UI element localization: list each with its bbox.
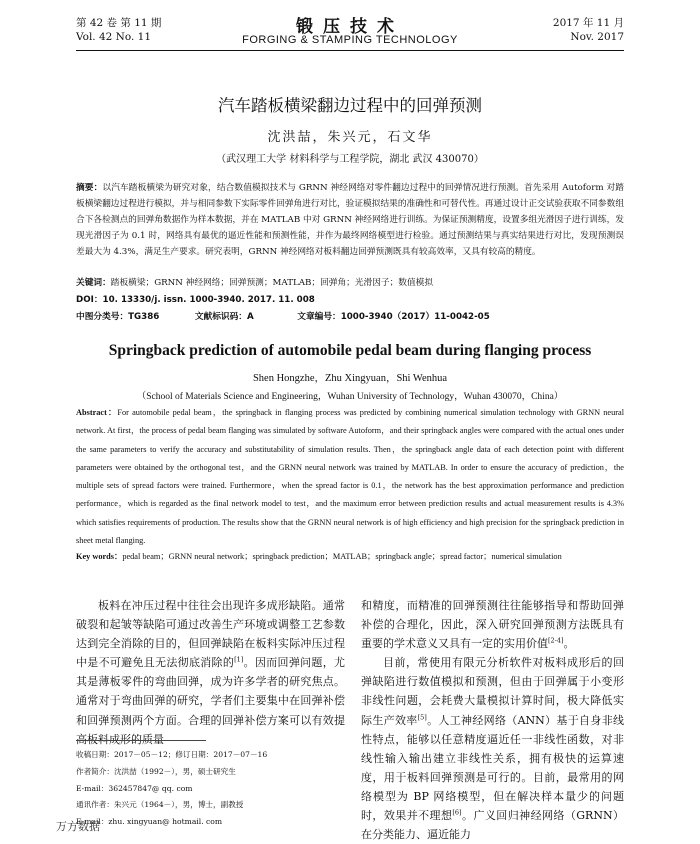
volume-en: Vol. 42 No. 11 <box>76 31 152 43</box>
article-no-label: 文章编号： <box>297 312 341 322</box>
corresponding-author: 通讯作者：朱兴元（1964－），男，博士，副教授 <box>76 800 244 810</box>
article-no-value: 1000-3940（2017）11-0042-05 <box>340 312 490 322</box>
issue-date <box>553 16 624 44</box>
classification-line <box>76 310 624 324</box>
authors-cn: 沈洪喆，朱兴元，石文华 <box>267 130 433 145</box>
doc-code-label: 文献标识码： <box>194 312 247 322</box>
header-divider <box>76 50 624 51</box>
body-column-right <box>361 596 624 844</box>
received-date: 收稿日期：2017－05－12；修订日期：2017－07－16 <box>76 750 268 759</box>
journal-title-cn: 锻压技术 <box>296 17 404 37</box>
author-bio: 作者简介：沈洪喆（1992－），男，硕士研究生 <box>76 766 236 776</box>
keywords-en-text: pedal beam；GRNN neural network；springback prediction；MATLAB；springback angle；spread factor；numerical simulation <box>122 552 562 561</box>
doc-code-value: A <box>246 312 254 322</box>
affiliation-en: （School of Materials Science and Engineering，Wuhan University of Technology，Wuhan 430070，China） <box>136 392 564 402</box>
authors-en: Shen Hongzhe，Zhu Xingyuan，Shi Wenhua <box>252 373 448 384</box>
keywords-cn-text: 踏板横梁；GRNN 神经网络；回弹预测；MATLAB；回弹角；光滑因子；数值模拟 <box>110 278 434 288</box>
affiliation-cn: （武汉理工大学 材料科学与工程学院，湖北 武汉 430070） <box>216 154 484 165</box>
body-paragraph: 目前，常使用有限元分析软件对板料成形后的回弹缺陷进行数值模拟和预测，但由于回弹属于小变形非线性问题，会耗费大量模拟计算时间，极大降低实际生产效率[5]。人工神经网络（ANN）基于自身非线性特点，能够以任意精度逼近任一非线性函数，对非线性输入输出建立非线性关系，拥有极快的运算速度，用于板料回弹预测是可行的。目前，最常用的网络模型为 BP 网络模型，但在解决样本量少的问题时，效果并不理想[6]。广义回归神经网络（GRNN）在分类能力、逼近能力 <box>361 656 625 842</box>
abstract-cn-label: 摘要： <box>76 183 103 193</box>
keywords-cn <box>76 276 624 290</box>
doi <box>76 293 624 307</box>
body-column-left <box>76 596 345 749</box>
citation: [6] <box>452 808 462 817</box>
abstract-cn <box>76 180 624 260</box>
citation: [5] <box>417 712 427 721</box>
watermark: 万方数据 <box>56 820 100 833</box>
citation: [2-4] <box>548 636 564 645</box>
keywords-cn-label: 关键词： <box>76 278 111 288</box>
clc-value: TG386 <box>128 312 160 322</box>
footnote <box>76 747 345 831</box>
abstract-en-text: For automobile pedal beam，the springback in flanging process was predicted by combining numerical simulation technology with GRNN neural network. At first，the process of pedal beam flanging was simulated by software Autoform，and their springback angles were compared with the actual ones under the same parameters to verify the accuracy and substitutability of simulation results. Then，the springback angle data of each detection point with different parameters were obtained by the orthogonal test，and the GRNN neural network was trained by MATLAB. In order to ensure the accuracy of prediction，the multiple sets of spread factors were trained. Furthermore，when the spread factor is 0.1，the network has the best approximation performance and prediction performance，which is regarded as the final network model to test，and the maximum error between prediction results and actual measurement results is 4.3% which satisfies requirements of production. The results show that the GRNN neural network is of high efficiency and high precision for the springback prediction in sheet metal flanging. <box>76 408 624 546</box>
paper-title-cn: 汽车踏板横梁翻边过程中的回弹预测 <box>218 96 482 115</box>
volume-cn: 第 42 卷 第 11 期 <box>76 17 162 29</box>
corresponding-email: E-mail：zhu. xingyuan@ hotmail. com <box>76 817 223 827</box>
paper-title-en: Springback prediction of automobile pedal beam during flanging process <box>108 342 592 359</box>
doi-label: DOI： <box>76 295 103 305</box>
issue-date-cn: 2017 年 11 月 <box>552 17 624 29</box>
journal-title-en: FORGING & STAMPING TECHNOLOGY <box>242 34 458 46</box>
abstract-en-label: Abstract： <box>76 408 118 417</box>
issue-date-en: Nov. 2017 <box>570 31 624 43</box>
clc-label: 中图分类号： <box>76 312 129 322</box>
abstract-en <box>76 404 624 550</box>
footnote-divider <box>76 740 206 741</box>
author-email: E-mail：362457847@ qq. com <box>76 783 193 793</box>
body-paragraph: 和精度，而精准的回弹预测往往能够指导和帮助回弹补偿的合理化，因此，深入研究回弹预测方法既具有重要的学术意义又具有一定的实用价值[2-4]。 <box>361 599 624 651</box>
doi-value: 10. 13330/j. issn. 1000-3940. 2017. 11. 008 <box>102 295 315 305</box>
body-paragraph: 板料在冲压过程中往往会出现许多成形缺陷。通常破裂和起皱等缺陷可通过改善生产环境或调整工艺参数达到完全消除的目的，但回弹缺陷在板料实际冲压过程中是不可避免且无法彻底消除的[1]。因而回弹问题，尤其是薄板零件的弯曲回弹，成为许多学者的研究焦点。通常对于弯曲回弹的研究，学者们主要集中在回弹补偿和回弹预测两个方面。合理的回弹补偿方案可以有效提高板料成形的质量 <box>76 599 346 746</box>
keywords-en-label: Key words： <box>76 552 123 561</box>
citation: [1] <box>234 655 244 664</box>
abstract-cn-text: 以汽车踏板横梁为研究对象，结合数值模拟技术与 GRNN 神经网络对零件翻边过程中的回弹情况进行预测。首先采用 Autoform 对踏板横梁翻边过程进行模拟，并与相同参数下实际零件回弹角进行对比，验证模拟结果的准确性和可替代性。再通过设计正交试验获取不同参数组合下各检测点的回弹角数据作为样本数据，并在 MATLAB 中对 GRNN 神经网络进行训练。为保证预测精度，设置多组光滑因子进行训练，发现光滑因子为 0.1 时，网络具有最优的逼近性能和预测性能，并作为最终网络模型进行检验。通过预测结果与真实结果进行对比，发现预测误差最大为 4.3%，满足生产要求。研究表明，GRNN 神经网络对板料翻边回弹预测既具有较高效率，又具有较高的精度。 <box>76 183 624 258</box>
keywords-en <box>76 550 624 564</box>
